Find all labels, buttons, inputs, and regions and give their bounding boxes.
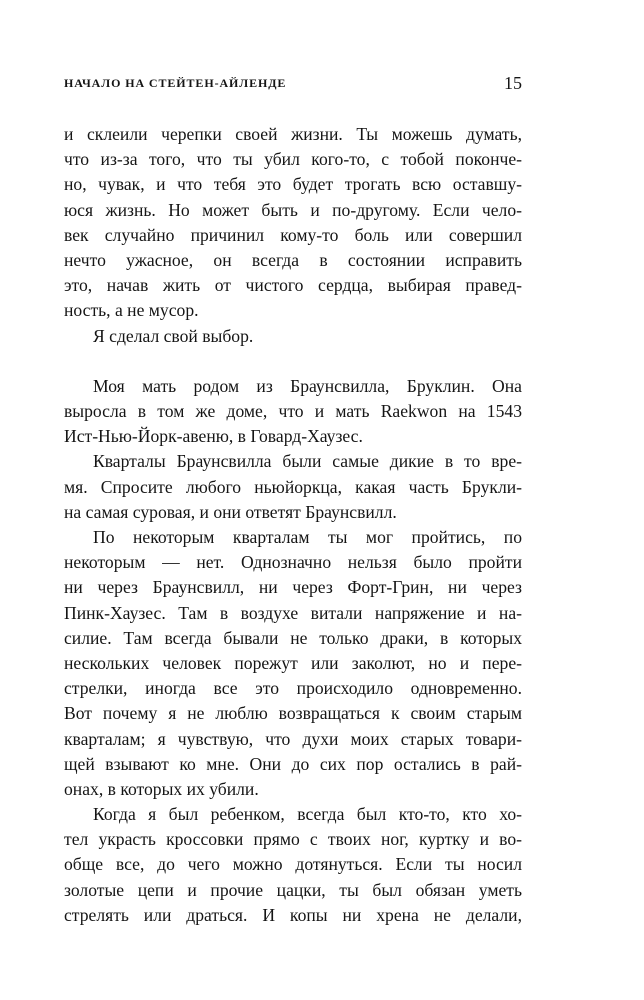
text-line: и склеили черепки своей жизни. Ты можешь думать, <box>64 124 522 144</box>
text-line: стрелять или драться. И копы ни хрена не делали, <box>64 904 522 925</box>
text-line: Пинк-Хаузес. Там в воздухе витали напряжение и на- <box>64 602 522 623</box>
text-line: онах, в которых их убили. <box>64 778 259 799</box>
text-line: Когда я был ребенком, всегда был кто-то, кто хо- <box>93 804 522 825</box>
text-line: ность, а не мусор. <box>64 300 199 321</box>
text-line: нечто ужасное, он всегда в состоянии исправить <box>64 249 522 270</box>
running-header <box>64 73 522 98</box>
text-line: Вот почему я не люблю возвращаться к своим старым <box>64 703 522 724</box>
text-line: что из-за того, что ты убил кого-то, с тобой покончe- <box>64 149 522 170</box>
text-line: По некоторым кварталам ты мог пройтись, по <box>93 527 522 547</box>
text-line: юся жизнь. Но может быть и по-другому. Если чело- <box>64 199 522 220</box>
paragraph <box>64 324 522 349</box>
text-line: Я сделал свой выбор. <box>93 325 254 346</box>
text-line: тел украсть кроссовки прямо с твоих ног, куртку и во- <box>64 829 522 850</box>
body-text <box>64 122 522 928</box>
text-line: кварталам; я чувствую, что духи моих старых товари- <box>64 728 522 749</box>
text-line: нескольких человек порежут или заколют, но и пере- <box>64 652 522 673</box>
text-line: силие. Там всегда бывали не только драки, в которых <box>64 627 522 648</box>
text-line: на самая суровая, и они ответят Браунсвилл. <box>64 501 397 522</box>
text-line: выросла в том же доме, что и мать Raekwon на 1543 <box>64 401 522 422</box>
text-line: но, чувак, и что тебя это будет трогать всю оставшу- <box>64 174 522 195</box>
text-line: Ист-Нью-Йорк-авеню, в Говард-Хаузес. <box>64 426 363 447</box>
paragraph <box>64 449 522 525</box>
text-line: щей взывают ко мне. Они до сих пор остались в рай- <box>64 753 522 774</box>
section-break <box>64 349 522 374</box>
text-line: золотые цепи и прочие цацки, ты был обязан уметь <box>64 879 522 900</box>
text-line: некоторым — нет. Однозначно нельзя было пройти <box>64 552 522 573</box>
text-line: мя. Спросите любого ньюйоркца, какая часть Брукли- <box>64 476 522 497</box>
page-number: 15 <box>504 73 522 93</box>
text-line: Кварталы Браунсвилла были самые дикие в то вре- <box>93 451 522 472</box>
paragraph <box>64 374 522 450</box>
running-title: НАЧАЛО НА СТЕЙТЕН-АЙЛЕНДЕ <box>64 76 287 90</box>
text-line: ни через Браунсвилл, ни через Форт-Грин, ни через <box>64 577 522 598</box>
text-line: обще все, до чего можно дотянуться. Если ты носил <box>64 854 522 875</box>
text-line: век случайно причинил кому-то боль или совершил <box>64 224 522 245</box>
text-line: это, начав жить от чистого сердца, выбирая правед- <box>64 275 522 296</box>
paragraph <box>64 525 522 802</box>
paragraph <box>64 802 522 928</box>
text-line: Моя мать родом из Браунсвилла, Бруклин. Она <box>93 375 522 396</box>
text-line: стрелки, иногда все это происходило одновременно. <box>64 678 522 699</box>
paragraph <box>64 122 522 324</box>
